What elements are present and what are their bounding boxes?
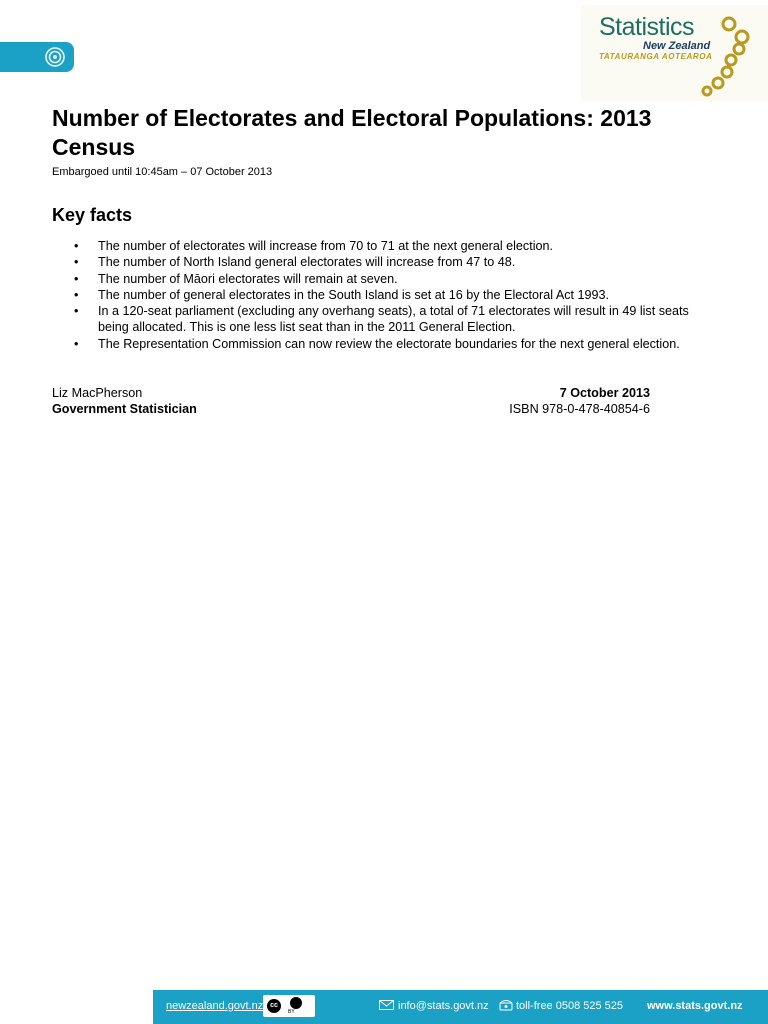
fact-text: The number of Māori electorates will remain at seven. (98, 271, 398, 286)
footer-bar (153, 990, 768, 1024)
list-item (52, 238, 712, 254)
signatory-block (52, 385, 197, 417)
website-link[interactable]: www.stats.govt.nz (647, 1000, 743, 1012)
list-item (52, 303, 712, 336)
list-item (52, 287, 712, 303)
bullet-icon: • (74, 239, 79, 253)
bullet-icon: • (74, 255, 79, 270)
list-item (52, 254, 712, 270)
bullet-icon: • (74, 336, 79, 351)
by-label: BY (288, 1009, 295, 1015)
logo-maori-text: TATAURANGA AOTEAROA (599, 52, 713, 61)
fact-text: The Representation Commission can now review the electorate boundaries for the next general election. (98, 336, 680, 351)
signatory-role: Government Statistician (52, 402, 197, 416)
mail-icon (379, 1000, 394, 1010)
release-info-block (509, 385, 650, 417)
fact-text: In a 120-seat parliament (excluding any overhang seats), a total of 71 electorates will result in 49 list seats being allocated. This is one less list seat than in the 2011 General Election. (98, 304, 689, 335)
swirl-icon (44, 46, 66, 68)
key-facts-heading: Key facts (52, 205, 133, 225)
cc-icon: cc (267, 999, 281, 1013)
list-item (52, 336, 712, 352)
bullet-icon: • (74, 304, 79, 319)
stats-nz-logo (581, 5, 768, 101)
logo-title: Statistics (599, 13, 695, 41)
cc-license-badge[interactable] (263, 995, 315, 1017)
signatory-name: Liz MacPherson (52, 386, 143, 400)
bullet-icon: • (74, 271, 79, 286)
logo-subtitle: New Zealand (643, 40, 711, 52)
key-facts-list (52, 238, 712, 352)
isbn: ISBN 978-0-478-40854-6 (509, 402, 650, 416)
embargo-notice: Embargoed until 10:45am – 07 October 2013 (52, 166, 273, 178)
document-title: Number of Electorates and Electoral Populations: 2013 Census (52, 105, 652, 160)
attribution-icon (290, 997, 302, 1009)
fact-text: The number of electorates will increase from 70 to 71 at the next general election. (98, 239, 554, 253)
release-date: 7 October 2013 (559, 386, 650, 400)
govt-site-link[interactable]: newzealand.govt.nz (166, 1000, 264, 1012)
fact-text: The number of North Island general electorates will increase from 47 to 48. (98, 255, 516, 270)
phone-icon (499, 999, 513, 1011)
bullet-icon: • (74, 287, 79, 302)
fact-text: The number of general electorates in the South Island is set at 16 by the Electoral Act 1993. (98, 287, 610, 302)
header-tab (0, 42, 74, 72)
contact-phone: toll-free 0508 525 525 (516, 1000, 624, 1012)
contact-email[interactable]: info@stats.govt.nz (398, 1000, 489, 1012)
list-item (52, 271, 712, 287)
logo-chain-icon (701, 15, 761, 97)
